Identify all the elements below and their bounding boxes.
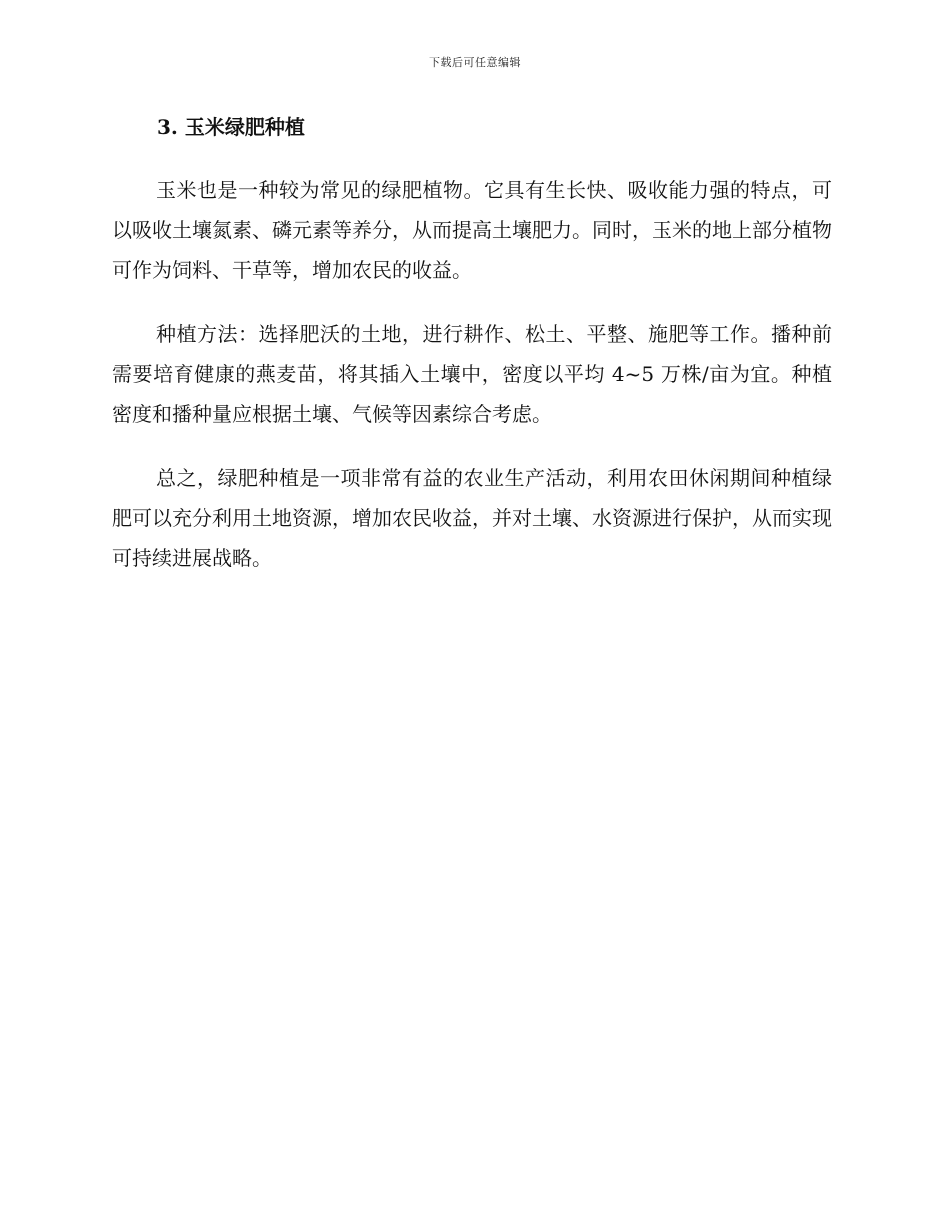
- document-body: [112, 112, 832, 602]
- paragraph-corn-green-manure: 玉米也是一种较为常见的绿肥植物。它具有生长快、吸收能力强的特点，可以吸收土壤氮素、磷元素等养分，从而提高土壤肥力。同时，玉米的地上部分植物可作为饲料、干草等，增加农民的收益。: [112, 178, 832, 282]
- page-header: 下载后可任意编辑: [429, 56, 521, 69]
- paragraph-planting-method: 种植方法：选择肥沃的土地，进行耕作、松土、平整、施肥等工作。播种前需要培育健康的燕麦苗，将其插入土壤中，密度以平均 4~5 万株/亩为宜。种植密度和播种量应根据土壤、气候等因素综合考虑。: [112, 322, 832, 426]
- section-heading: 3. 玉米绿肥种植: [157, 115, 305, 139]
- paragraph-conclusion: 总之，绿肥种植是一项非常有益的农业生产活动，利用农田休闲期间种植绿肥可以充分利用土地资源，增加农民收益，并对土壤、水资源进行保护，从而实现可持续进展战略。: [112, 466, 832, 570]
